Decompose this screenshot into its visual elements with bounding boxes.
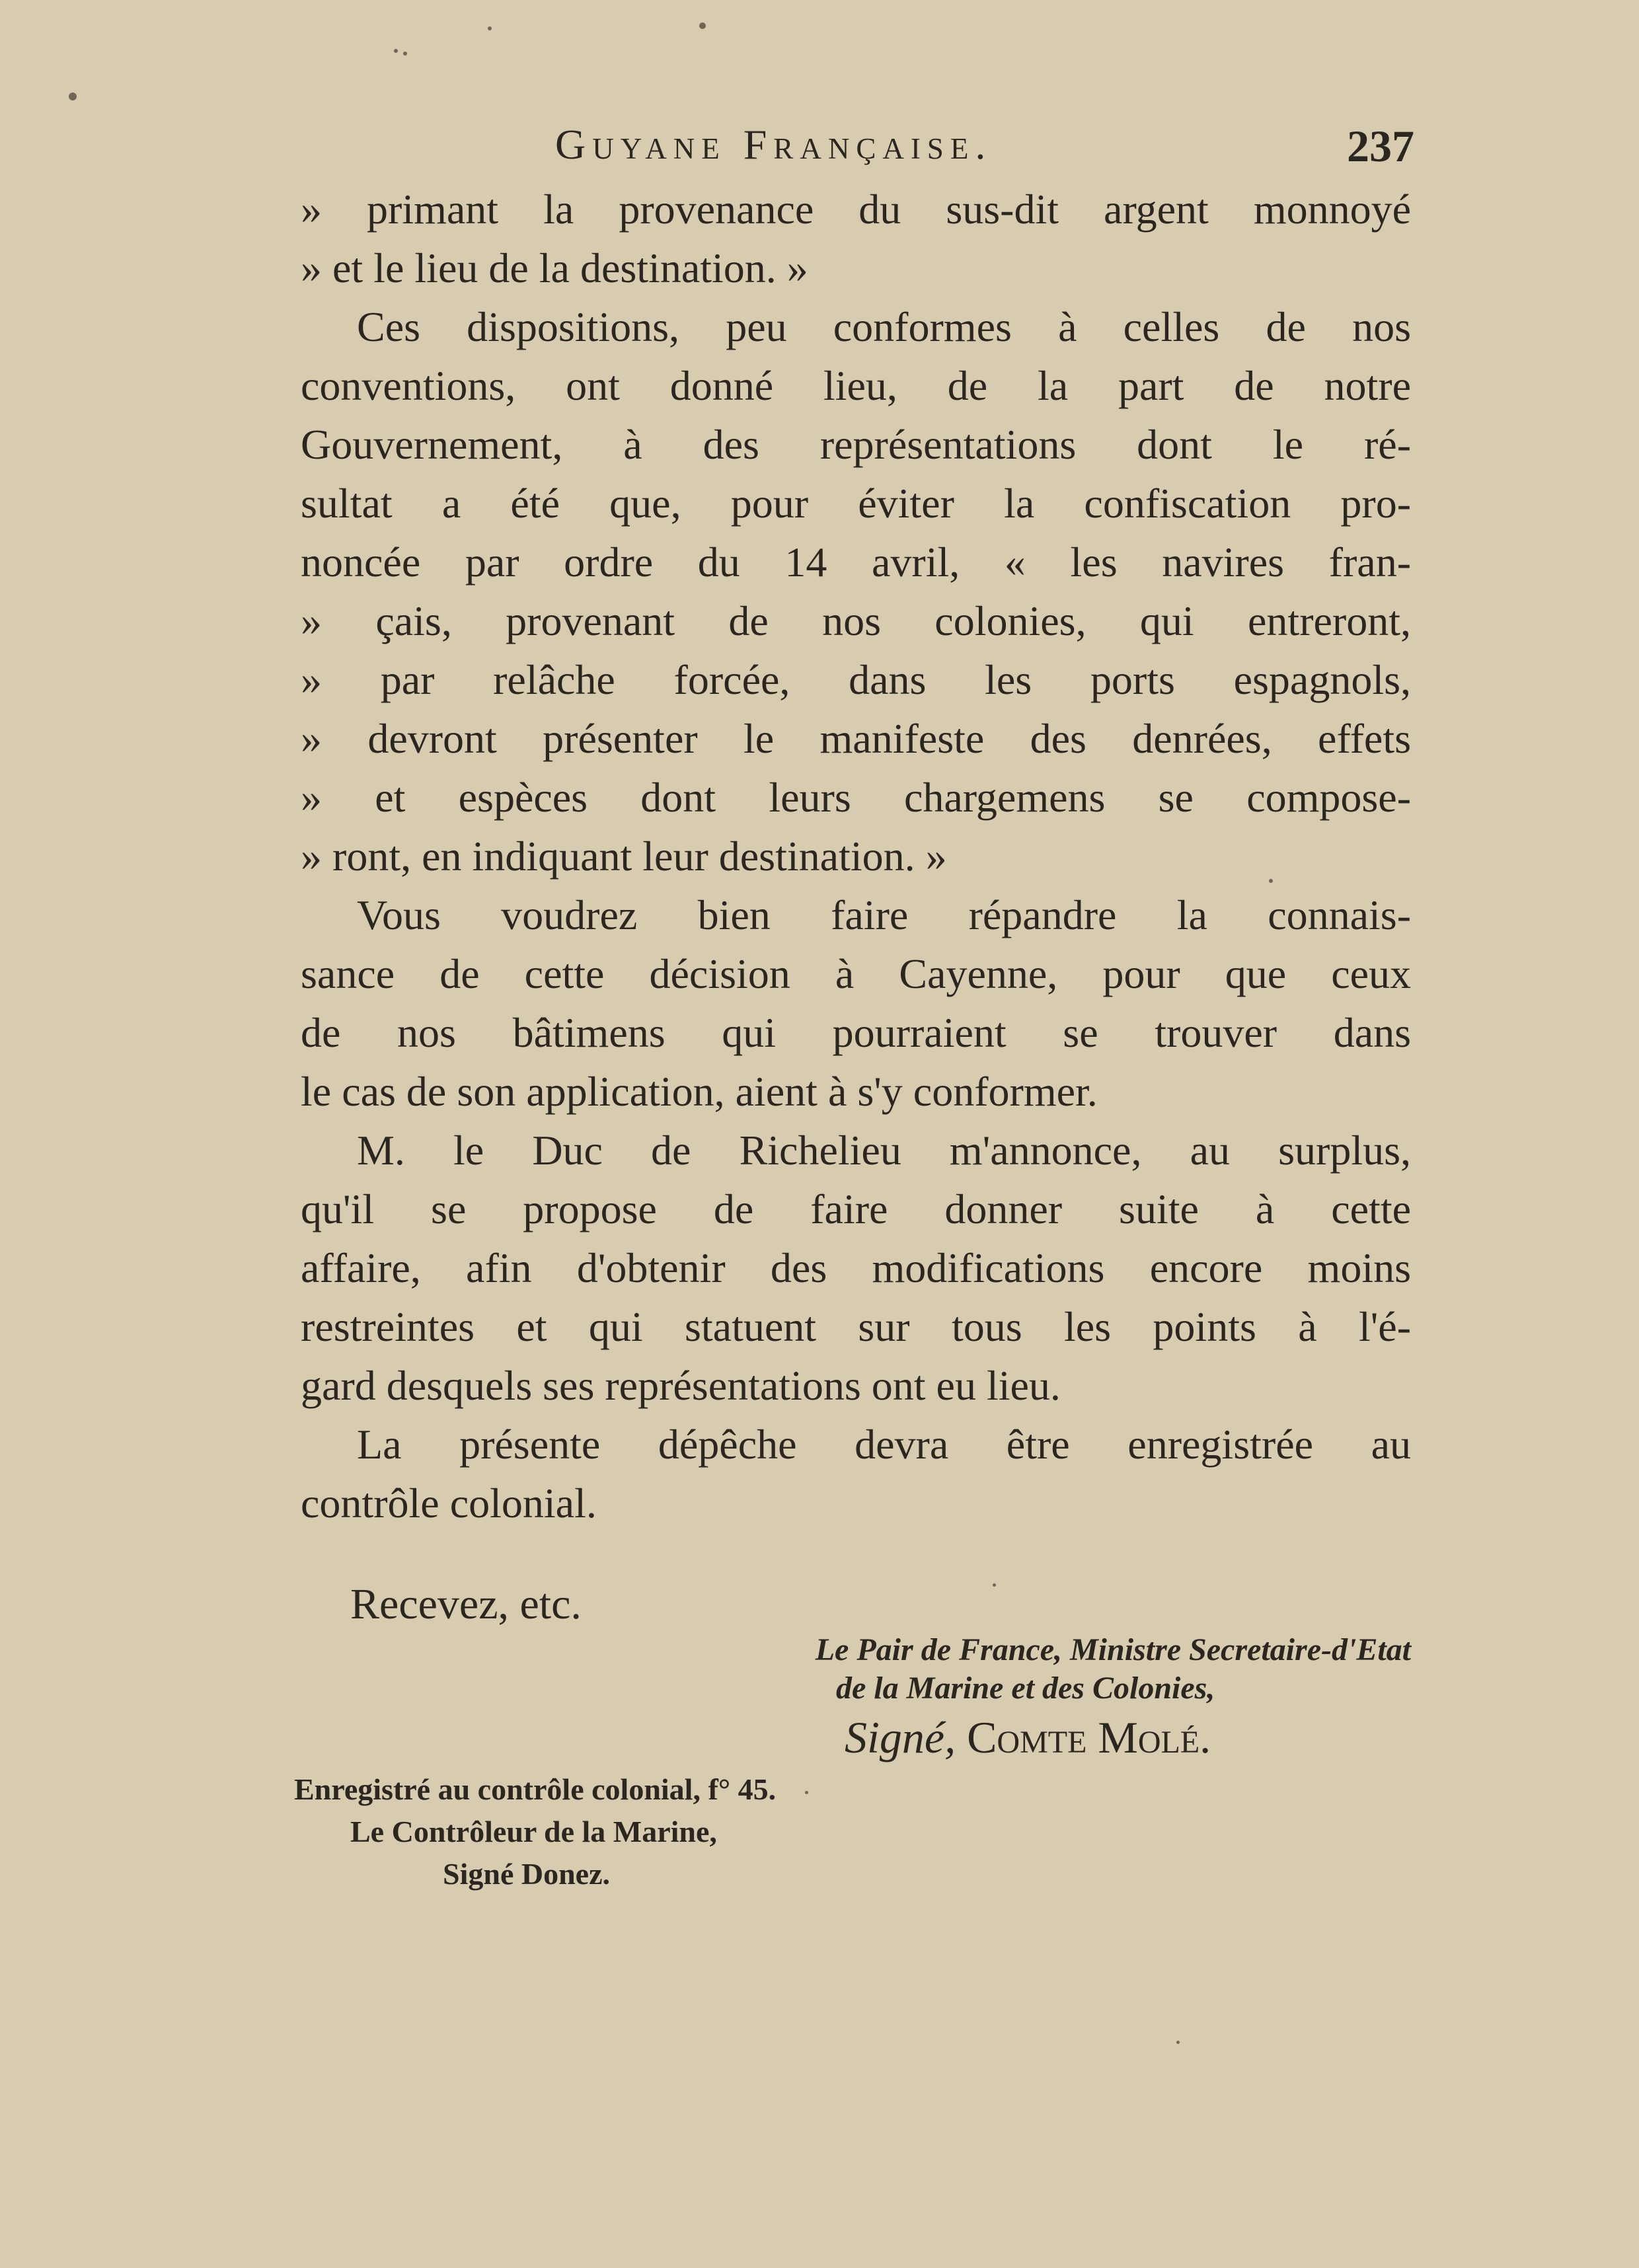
page-header [555,120,1414,173]
text-line: conventions, ont donné lieu, de la part de notre [301,362,1411,409]
paper-speck [1176,2041,1180,2044]
page-number: 237 [1347,121,1414,171]
text-line: » et espèces dont leurs chargemens se compose- [301,774,1411,821]
text-line: restreintes et qui statuent sur tous les points à l'é- [301,1303,1411,1350]
text-line: M. le Duc de Richelieu m'annonce, au surplus, [357,1127,1411,1174]
text-line: sultat a été que, pour éviter la confiscation pro- [301,480,1411,527]
signed-word: Signé, [845,1712,956,1762]
text-line: affaire, afin d'obtenir des modifications encore moins [301,1244,1411,1291]
text-line: » çais, provenant de nos colonies, qui entreront, [301,597,1411,644]
body-text [301,180,1411,1532]
registration-line: Signé Donez. [443,1857,610,1891]
text-line: La présente dépêche devra être enregistrée au [357,1421,1411,1468]
paper-speck [69,93,77,100]
signature-title [651,1631,1411,1708]
paper-speck [805,1791,808,1794]
text-line: de nos bâtimens qui pourraient se trouver dans [301,1009,1411,1056]
text-line: » par relâche forcée, dans les ports espagnols, [301,656,1411,703]
text-line: » et le lieu de la destination. » [301,245,808,291]
text-line: noncée par ordre du 14 avril, « les navires fran- [301,539,1411,586]
text-line: » devront présenter le manifeste des denrées, effets [301,715,1411,762]
text-line: contrôle colonial. [301,1480,597,1527]
text-line: le cas de son application, aient à s'y conformer. [301,1068,1098,1115]
registration-line: Le Contrôleur de la Marine, [350,1815,717,1848]
text-line: Gouvernement, à des représentations dont le ré- [301,421,1411,468]
signature-title-line: de la Marine et des Colonies, [836,1671,1215,1706]
registration-line: Enregistré au contrôle colonial, f° 45. [294,1772,777,1806]
text-line: Ces dispositions, peu conformes à celles de nos [357,303,1411,350]
text-line: » ront, en indiquant leur destination. » [301,833,947,880]
signature-title-line: Le Pair de France, Ministre Secretaire-d'Etat [815,1632,1411,1667]
text-line: gard desquels ses représentations ont eu lieu. [301,1362,1061,1409]
signer-name: Comte Molé. [967,1712,1211,1762]
registration-note [294,1768,776,1895]
text-line: qu'il se propose de faire donner suite à cette [301,1186,1411,1232]
paper-speck [699,22,706,29]
paper-speck [403,52,407,56]
text-line: sance de cette décision à Cayenne, pour que ceux [301,950,1411,997]
paper-speck [488,26,492,30]
paper-speck [993,1583,996,1587]
text-line: » primant la provenance du sus-dit argent monnoyé [301,186,1411,233]
running-title: Guyane Française. [555,121,993,168]
text-line: Vous voudrez bien faire répandre la connais- [357,891,1411,938]
paper-speck [394,49,398,53]
closing-salutation: Recevez, etc. [350,1580,582,1628]
signature [845,1712,1211,1764]
